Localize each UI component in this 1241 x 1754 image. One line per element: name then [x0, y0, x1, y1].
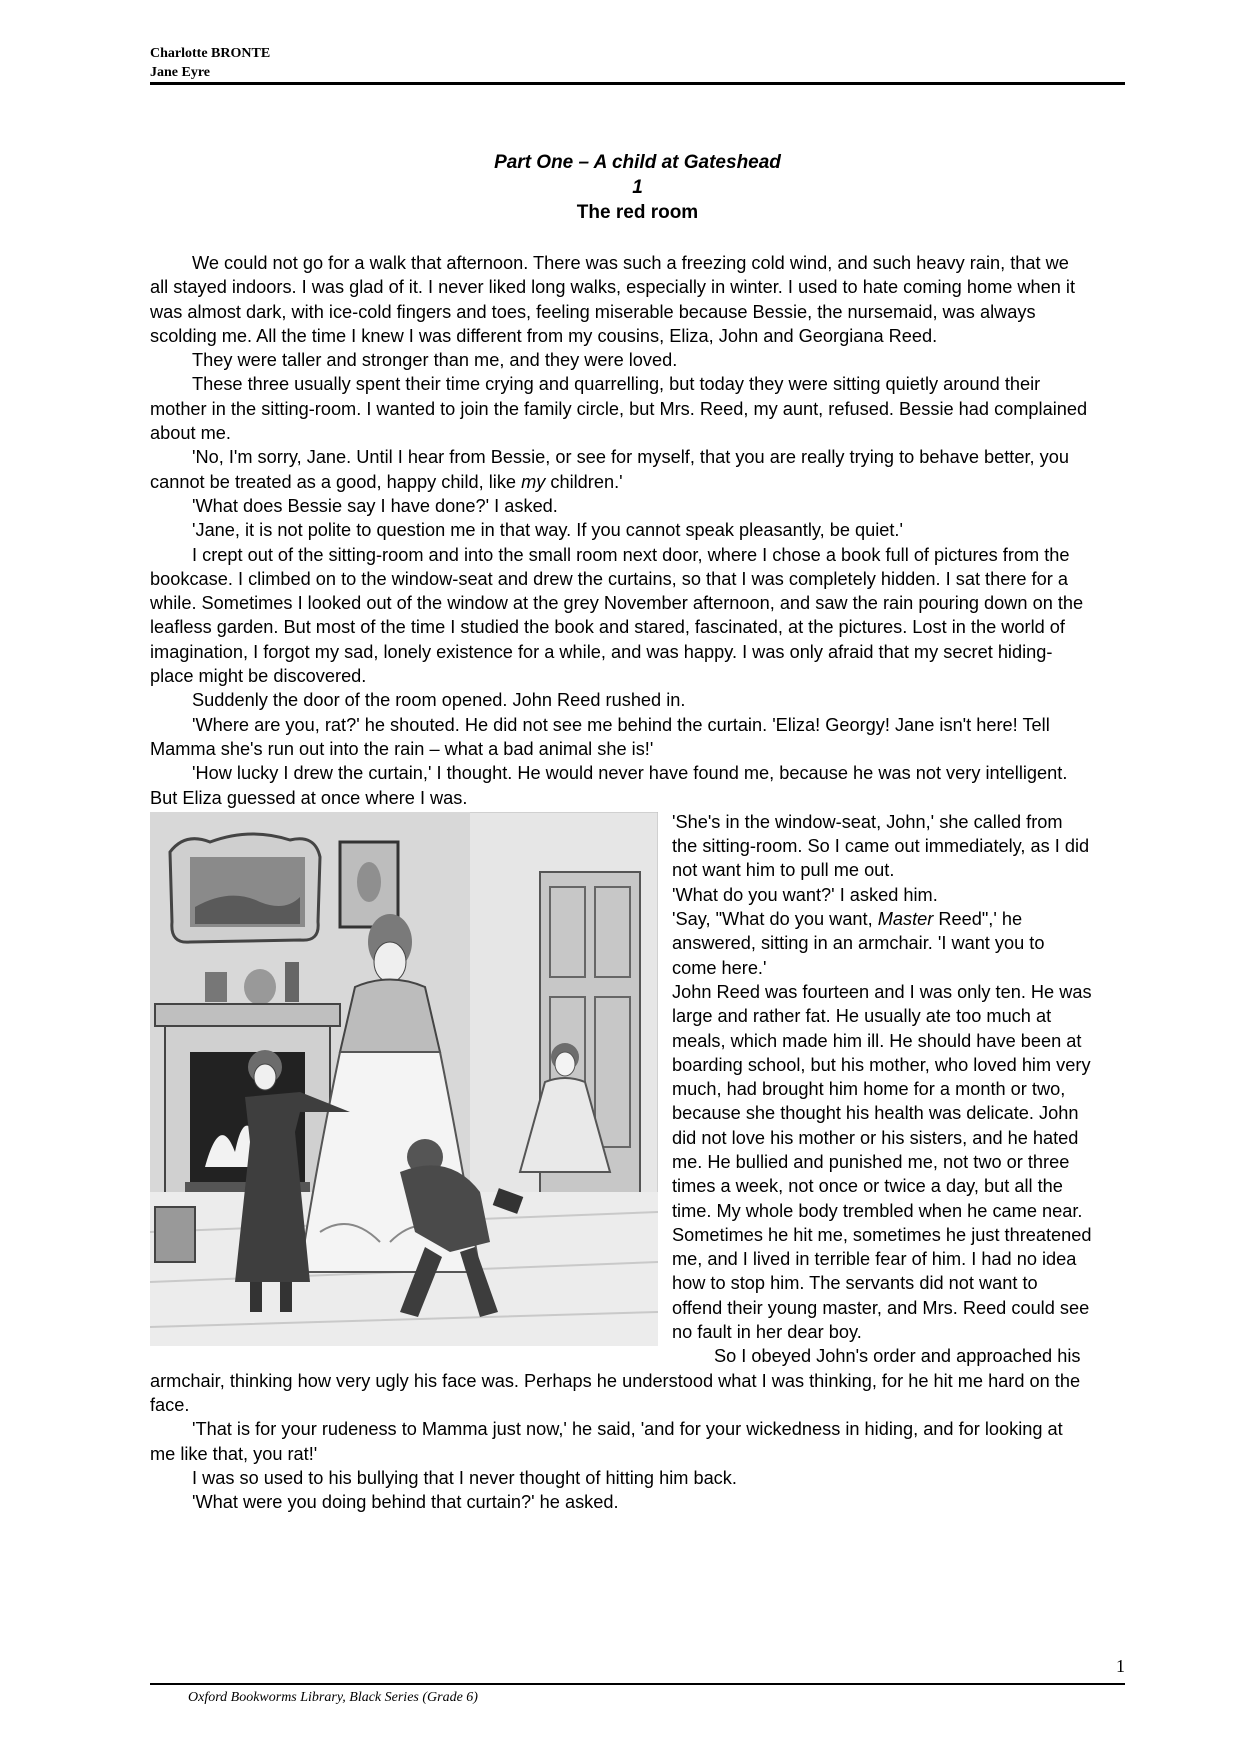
paragraph: 'What does Bessie say I have done?' I asked. — [192, 495, 558, 516]
paragraph: I was so used to his bullying that I never thought of hitting him back. — [192, 1467, 737, 1488]
text-run: Reed",' he answered, sitting in an armchair. 'I want you to come here.' — [672, 909, 1045, 978]
chapter-number: 1 — [632, 177, 643, 198]
footer-divider — [150, 1683, 1125, 1685]
paragraph: So I obeyed John's order and approached his armchair, thinking how very ugly his face was. Perhaps he understood what I was thinking, for he hit me hard on the face. — [150, 1346, 1081, 1415]
text-run: 'Say, "What do you want, — [672, 909, 878, 930]
running-header — [150, 44, 1125, 82]
chapter-title: The red room — [576, 202, 699, 223]
emphasis: my — [521, 471, 546, 492]
illustration-drawing — [150, 812, 658, 1346]
paragraph: We could not go for a walk that afternoon. There was such a freezing cold wind, and such heavy rain, that we all stayed indoors. I was glad of it. I never liked long walks, especially in winter. I used to hate coming home when it was almost dark, with ice-cold fingers and toes, feeling miserable because Bessie, the nursemaid, was always scolding me. All the time I knew I was different from my cousins, Eliza, John and Georgiana Reed. — [150, 253, 1076, 346]
emphasis: Master — [877, 909, 934, 930]
paragraph: I crept out of the sitting-room and into the small room next door, where I chose a book full of pictures from the bookcase. I climbed on to the window-seat and drew the curtains, so that I was completely hidden. I sat there for a while. Sometimes I looked out of the window at the grey November afternoon, and saw the rain pouring down on the leafless garden. But most of the time I studied the book and stared, fascinated, at the pictures. Lost in the world of imagination, I forgot my sad, lonely existence for a while, and was happy. I was only afraid that my secret hiding-place might be discovered. — [150, 544, 1084, 687]
part-title: Part One – A child at Gateshead — [494, 152, 781, 173]
paragraph: They were taller and stronger than me, and they were loved. — [192, 350, 678, 371]
paragraph: 'Jane, it is not polite to question me in that way. If you cannot speak pleasantly, be quiet.' — [192, 520, 903, 541]
page-number: 1 — [1116, 1656, 1125, 1676]
paragraph: Suddenly the door of the room opened. John Reed rushed in. — [192, 690, 686, 711]
paragraph: John Reed was fourteen and I was only ten. He was large and rather fat. He usually ate too much at meals, which made him ill. He should have been at boarding school, but his mother, who loved him very much, had brought him home for a month or two, because she thought his health was delicate. John did not love his mother or his sisters, and he hated me. He bullied and punished me, not two or three times a week, not once or twice a day, but all the time. My whole body trembled when he came near. Sometimes he hit me, sometimes he just threatened me, and I lived in terrible fear of him. I had no idea how to stop him. The servants did not want to offend their young master, and Mrs. Reed could see no fault in her dear boy. — [672, 981, 1092, 1343]
text-run: children.' — [545, 471, 623, 492]
body-text — [150, 251, 1092, 1514]
paragraph: 'Where are you, rat?' he shouted. He did not see me behind the curtain. 'Eliza! Georgy! Jane isn't here! Tell Mamma she's run out into the rain – what a bad animal she is!' — [150, 714, 1050, 759]
header-author: Charlotte BRONTE — [150, 46, 271, 61]
illustration — [150, 812, 658, 1346]
text-run: 'No, I'm sorry, Jane. Until I hear from Bessie, or see for myself, that you are really trying to behave better, you cannot be treated as a good, happy child, like — [150, 447, 1069, 492]
header-divider — [150, 82, 1125, 85]
paragraph: 'How lucky I drew the curtain,' I thought. He would never have found me, because he was not very intelligent. But Eliza guessed at once where I was. — [150, 763, 1068, 808]
header-book-title: Jane Eyre — [150, 65, 211, 80]
chapter-heading — [150, 150, 1125, 226]
paragraph — [150, 445, 1092, 494]
paragraph: 'What do you want?' I asked him. — [672, 884, 938, 905]
paragraph: 'That is for your rudeness to Mamma just now,' he said, 'and for your wickedness in hiding, and for looking at me like that, you rat!' — [150, 1419, 1063, 1464]
footer-series: Oxford Bookworms Library, Black Series (Grade 6) — [188, 1690, 478, 1705]
paragraph: 'What were you doing behind that curtain?' he asked. — [192, 1492, 619, 1513]
paragraph: 'She's in the window-seat, John,' she called from the sitting-room. So I came out immediately, as I did not want him to pull me out. — [672, 811, 1090, 881]
paragraph: These three usually spent their time crying and quarrelling, but today they were sitting quietly around their mother in the sitting-room. I wanted to join the family circle, but Mrs. Reed, my aunt, refused. Bessie had complained about me. — [150, 374, 1088, 444]
